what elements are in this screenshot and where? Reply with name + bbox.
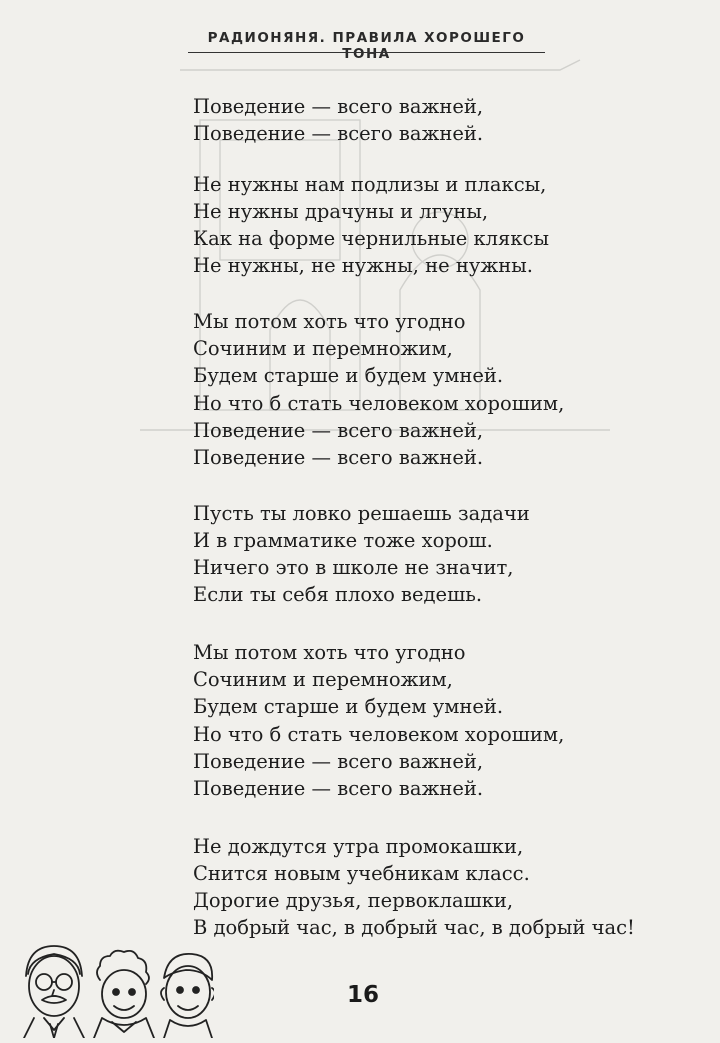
stanza (193, 308, 663, 472)
poem-line: Дорогие друзья, первоклашки, (193, 889, 514, 913)
poem (193, 93, 663, 970)
running-header: РАДИОНЯНЯ. ПРАВИЛА ХОРОШЕГО ТОНА (207, 30, 526, 62)
poem-line: Мы потом хоть что угодно (193, 640, 466, 664)
poem-line: Не нужны драчуны и лгуны, (193, 199, 489, 223)
poem-line: И в грамматике тоже хорош. (193, 528, 493, 552)
three-cartoon-characters-icon (14, 938, 214, 1038)
poem-line: Поведение — всего важней, (193, 95, 484, 118)
poem-line: Не дождутся утра промокашки, (193, 834, 524, 858)
poem-line: Пусть ты ловко решаешь задачи (193, 501, 530, 525)
poem-line: Не нужны нам подлизы и плаксы, (193, 172, 547, 196)
poem-line: Но что б стать человеком хорошим, (193, 722, 565, 746)
poem-line: Поведение — всего важней. (193, 777, 484, 801)
poem-line: Поведение — всего важней. (193, 446, 484, 470)
poem-line: Поведение — всего важней. (193, 122, 484, 146)
poem-line: Поведение — всего важней, (193, 418, 484, 442)
stanza (193, 171, 663, 280)
page-number: 16 (346, 982, 379, 1008)
poem-line: В добрый час, в добрый час, в добрый час! (193, 916, 635, 940)
poem-line: Ничего это в школе не значит, (193, 556, 514, 580)
stanza (193, 833, 663, 942)
header-rule (188, 52, 545, 53)
poem-line: Поведение — всего важней, (193, 749, 484, 773)
poem-line: Как на форме чернильные кляксы (193, 227, 549, 251)
poem-line: Если ты себя плохо ведешь. (193, 583, 483, 607)
poem-line: Снится новым учебникам класс. (193, 861, 530, 885)
stanza (193, 639, 663, 803)
stanza (193, 93, 663, 148)
poem-line: Не нужны, не нужны, не нужны. (193, 254, 533, 278)
poem-line: Будем старше и будем умней. (193, 364, 504, 388)
poem-line: Сочиним и перемножим, (193, 337, 453, 361)
poem-line: Будем старше и будем умней. (193, 695, 504, 719)
stanza (193, 500, 663, 609)
poem-line: Но что б стать человеком хорошим, (193, 391, 565, 415)
poem-line: Сочиним и перемножим, (193, 668, 453, 692)
poem-line: Мы потом хоть что угодно (193, 309, 466, 333)
